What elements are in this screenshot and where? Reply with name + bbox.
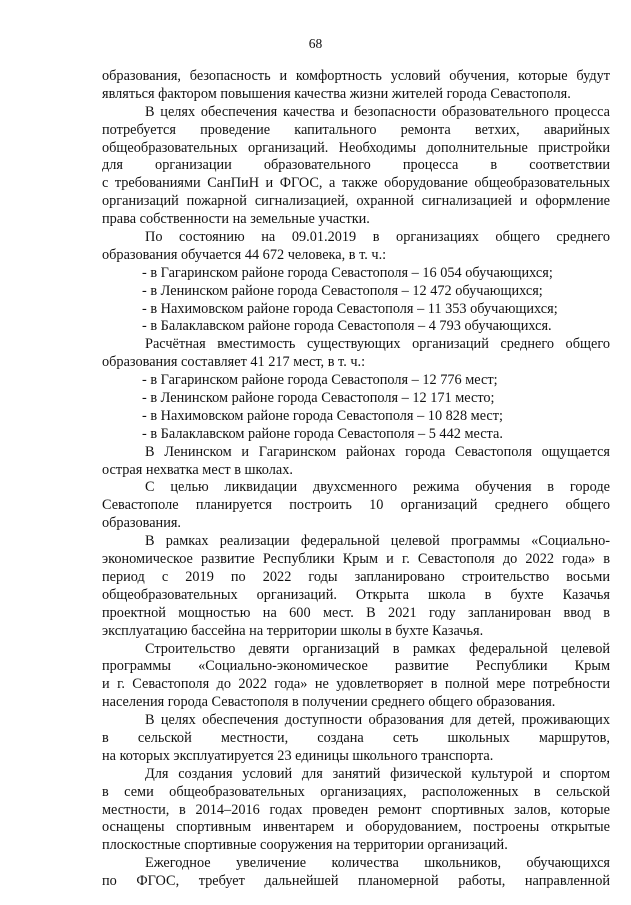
text-line: - в Балаклавском районе города Севастополя – 5 442 места. bbox=[142, 425, 503, 442]
text-line: эксплуатацию бассейна на территории школы в бухте Казачья. bbox=[102, 622, 484, 639]
text-line: В целях обеспечения качества и безопасности образовательного процесса bbox=[145, 103, 610, 120]
text-line: образования обучается 44 672 человека, в т. ч.: bbox=[102, 246, 387, 263]
text-line: период с 2019 по 2022 годы запланировано строительство восьми bbox=[102, 568, 610, 585]
text-line: образования, безопасность и комфортность условий обучения, которые будут bbox=[102, 68, 610, 84]
text-line: экономическое развитие Республики Крым и г. Севастополя до 2022 года» в bbox=[102, 551, 610, 568]
text-line: В целях обеспечения доступности образования для детей, проживающих bbox=[145, 712, 610, 729]
document-body bbox=[102, 68, 610, 891]
text-line: по ФГОС, требует дальнейшей планомерной работы, направленной bbox=[102, 873, 610, 890]
text-line: - в Нахимовском районе города Севастополя – 11 353 обучающихся; bbox=[142, 300, 558, 317]
text-line: - в Ленинском районе города Севастополя – 12 171 место; bbox=[142, 390, 495, 407]
text-line: на которых эксплуатируется 23 единицы школьного транспорта. bbox=[102, 747, 494, 764]
text-line: плоскостные спортивные сооружения на территории организаций. bbox=[102, 837, 508, 854]
text-line: в семи общеобразовательных организациях, расположенных в сельской bbox=[102, 783, 610, 800]
text-line: В рамках реализации федеральной целевой программы «Социально- bbox=[145, 533, 610, 550]
page-number: 68 bbox=[308, 36, 323, 51]
text-line: - в Гагаринском районе города Севастополя – 16 054 обучающихся; bbox=[142, 264, 553, 281]
text-line: в сельской местности, создана сеть школьных маршрутов, bbox=[102, 729, 610, 746]
text-line: Расчётная вместимость существующих организаций среднего общего bbox=[145, 336, 610, 353]
text-line: общеобразовательных организаций. Открыта школа в бухте Казачья bbox=[102, 586, 610, 603]
text-line: для организации образовательного процесса в соответствии bbox=[102, 157, 610, 174]
text-line: проектной мощностью на 600 мест. В 2021 году запланирован ввод в bbox=[102, 604, 610, 621]
text-line: и г. Севастополя до 2022 года» не удовлетворяет в полной мере потребности bbox=[102, 676, 610, 693]
text-line: с требованиями СанПиН и ФГОС, а также оборудование общеобразовательных bbox=[102, 175, 610, 192]
text-line: Для создания условий для занятий физической культурой и спортом bbox=[145, 765, 610, 782]
text-line: права собственности на земельные участки. bbox=[102, 211, 370, 228]
text-line: организаций пожарной сигнализацией, охранной сигнализацией и оформление bbox=[102, 193, 610, 210]
text-line: оснащены спортивным инвентарем и оборудованием, построены открытые bbox=[102, 819, 610, 836]
text-line: Севастополе планируется построить 10 организаций среднего общего bbox=[102, 497, 610, 514]
text-line: образования. bbox=[102, 515, 181, 532]
text-line: потребуется проведение капитального ремонта ветхих, аварийных bbox=[102, 121, 610, 138]
text-line: - в Гагаринском районе города Севастополя – 12 776 мест; bbox=[142, 372, 498, 389]
text-line: населения города Севастополя в получении среднего общего образования. bbox=[102, 694, 556, 711]
text-line: являться фактором повышения качества жизни жителей города Севастополя. bbox=[102, 85, 571, 102]
text-line: С целью ликвидации двухсменного режима обучения в городе bbox=[145, 479, 610, 496]
text-line: - в Балаклавском районе города Севастополя – 4 793 обучающихся. bbox=[142, 318, 552, 335]
text-line: - в Нахимовском районе города Севастополя – 10 828 мест; bbox=[142, 407, 503, 424]
text-line: - в Ленинском районе города Севастополя – 12 472 обучающихся; bbox=[142, 282, 543, 299]
text-line: Строительство девяти организаций в рамках федеральной целевой bbox=[145, 640, 610, 657]
text-line: острая нехватка мест в школах. bbox=[102, 461, 293, 478]
text-line: По состоянию на 09.01.2019 в организациях общего среднего bbox=[145, 229, 610, 246]
text-line: В Ленинском и Гагаринском районах города Севастополя ощущается bbox=[145, 443, 610, 460]
text-line: программы «Социально-экономическое развитие Республики Крым bbox=[102, 658, 610, 675]
text-line: общеобразовательных организаций. Необходимы дополнительные пристройки bbox=[102, 139, 610, 156]
text-line: образования составляет 41 217 мест, в т. ч.: bbox=[102, 354, 366, 371]
text-line: Ежегодное увеличение количества школьников, обучающихся bbox=[145, 855, 610, 872]
text-line: местности, в 2014–2016 годах проведен ремонт спортивных залов, которые bbox=[102, 801, 610, 818]
